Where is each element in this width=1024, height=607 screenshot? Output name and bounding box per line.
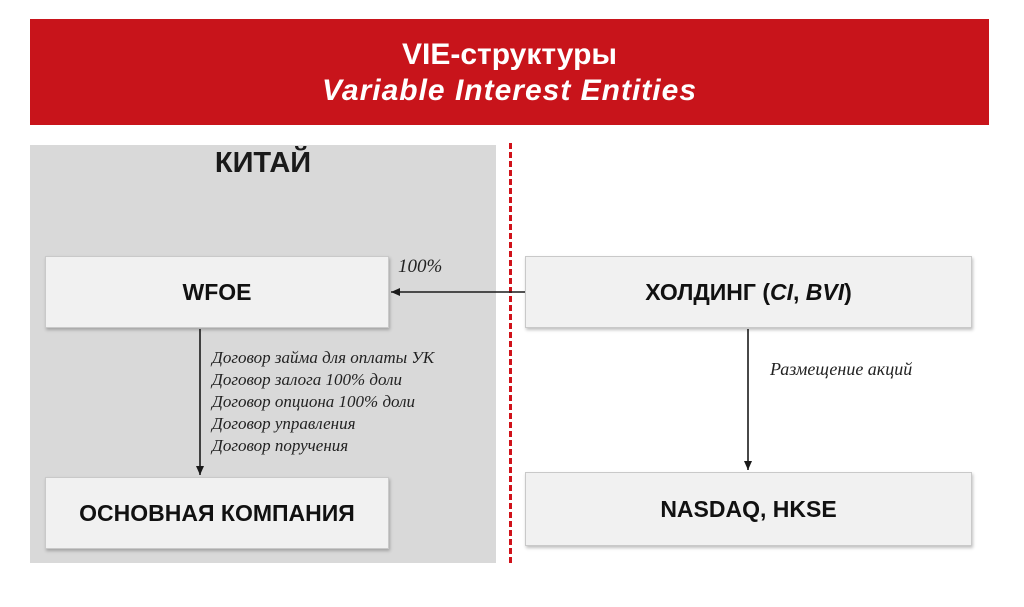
contract-item: Договор займа для оплаты УК [212,348,435,367]
holding-sep: , [793,278,806,305]
wfoe-node [45,256,389,328]
contracts-list [212,347,434,457]
contract-item: Договор поручения [212,436,349,455]
holding-prefix: ХОЛДИНГ ( [645,278,771,305]
header-banner [30,19,989,125]
wfoe-label: WFOE [182,278,252,305]
border-divider [509,143,512,563]
china-panel-title: КИТАЙ [214,147,312,179]
contract-item: Договор опциона 100% доли [212,392,416,411]
contract-item: Договор залога 100% доли [212,370,402,389]
main-company-label: ОСНОВНАЯ КОМПАНИЯ [79,499,355,526]
holding-suffix: ) [844,278,852,305]
holding-node [525,256,972,328]
holding-ci: CI [770,278,794,305]
header-subtitle: Variable Interest Entities [321,74,697,107]
exchange-label: NASDAQ, HKSE [660,495,837,522]
exchange-node [525,472,972,546]
holding-label [645,279,852,306]
ownership-label: 100% [398,256,443,277]
main-company-node [45,477,389,549]
contract-item: Договор управления [212,414,356,433]
holding-bvi: BVI [805,278,845,305]
header-title: VIE-структуры [401,38,618,71]
listing-label: Размещение акций [770,359,913,379]
